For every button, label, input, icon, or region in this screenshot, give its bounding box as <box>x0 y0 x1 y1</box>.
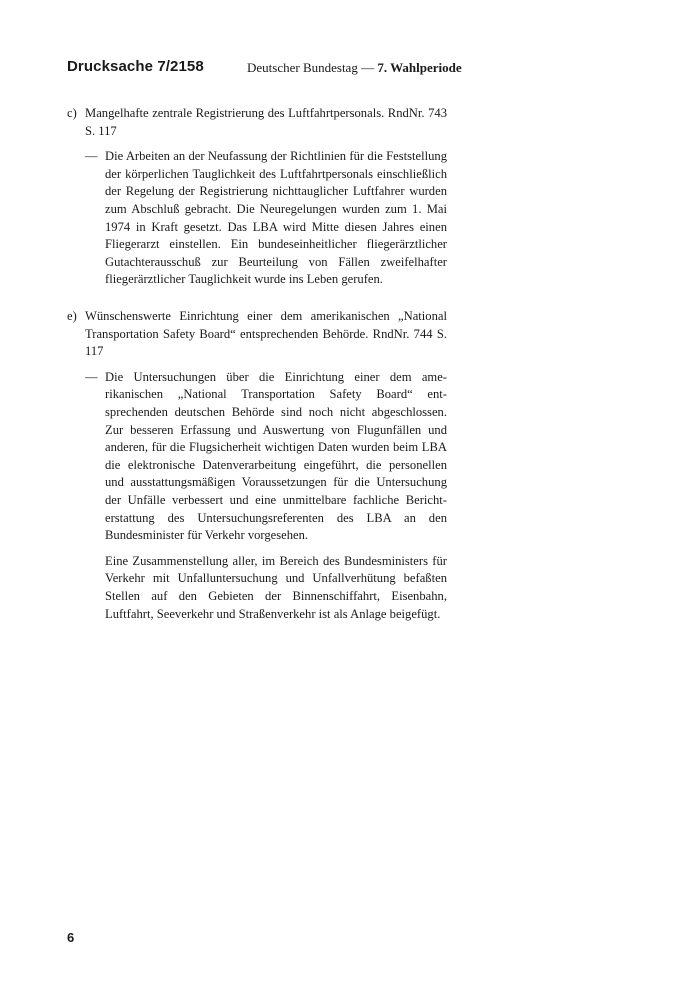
dash-marker: — <box>85 369 98 384</box>
dash-marker: — <box>85 149 98 164</box>
section-letter: c) <box>67 106 77 120</box>
document-issuer <box>247 60 462 76</box>
issuer-name: Deutscher Bundestag — <box>247 60 375 75</box>
paragraph-text: Die Arbeiten an der Neufassung der Richtlinien für die Feststellung der körperlichen Tauglichkeit des Luftfahrtpersonals einschließlich der Regelung der Registrierung nichttauglicher Luftfahrer wurden zum Abschluß gebracht. Die Neuregelungen wurden zum 1. Mai 1974 in Kraft gesetzt. Das LBA wird Mitte diesen Jahres einen Fliegerarzt einstellen. Ein bundeseinheitlicher fliegerärztlicher Gutachterausschuß zur Beurteilung von Fällen zweifelhafter fliegerärztlicher Tauglichkeit wurde ins Leben gerufen. <box>105 149 447 287</box>
section-title: Mangelhafte zentrale Registrierung des Luftfahrtpersonals. RndNr. 743 S. 117 <box>85 106 447 138</box>
page-header <box>67 58 487 82</box>
section-letter: e) <box>67 309 77 323</box>
response-paragraph <box>85 148 447 289</box>
response-paragraph <box>85 369 447 545</box>
document-number: Drucksache 7/2158 <box>67 58 204 75</box>
section-heading <box>67 308 447 361</box>
section-heading <box>67 105 447 140</box>
legislative-period: 7. Wahlperiode <box>377 60 462 75</box>
section-c <box>67 105 447 289</box>
paragraph-text: Eine Zusammenstellung aller, im Bereich des Bundesministers für Verkehr mit Unfalluntersuchung und Unfallverhütung befaßten Stellen auf den Gebieten der Binnenschiffahrt, Eisenbahn, Luftfahrt, Seeverkehr und Straßenverkehr ist als Anlage beigefügt. <box>105 553 447 621</box>
section-e <box>67 308 447 623</box>
page-number: 6 <box>67 930 75 945</box>
section-title: Wünschenswerte Einrichtung einer dem amerikanischen „National Transportation Safety Board“ entsprechenden Behörde. RndNr. 744 S. 117 <box>85 309 447 359</box>
paragraph-text: Die Untersuchungen über die Einrichtung einer dem amerikanischen „National Transportation Safety Board“ entsprechenden deutschen Behörde sind noch nicht abgeschlossen. Zur besseren Erfassung und Auswertung von Flugunfällen und anderen, für die Flugsicherheit wichtigen Daten wurden beim LBA die elektronische Datenverarbeitung eingeführt, die personellen und ausstattungsmäßigen Voraussetzungen für die Untersuchung der Unfälle verbessert und eine unmittelbare fachliche Berichterstattung des Untersuchungsreferenten des LBA an den Bundesminister für Verkehr vorgesehen. <box>105 369 447 543</box>
